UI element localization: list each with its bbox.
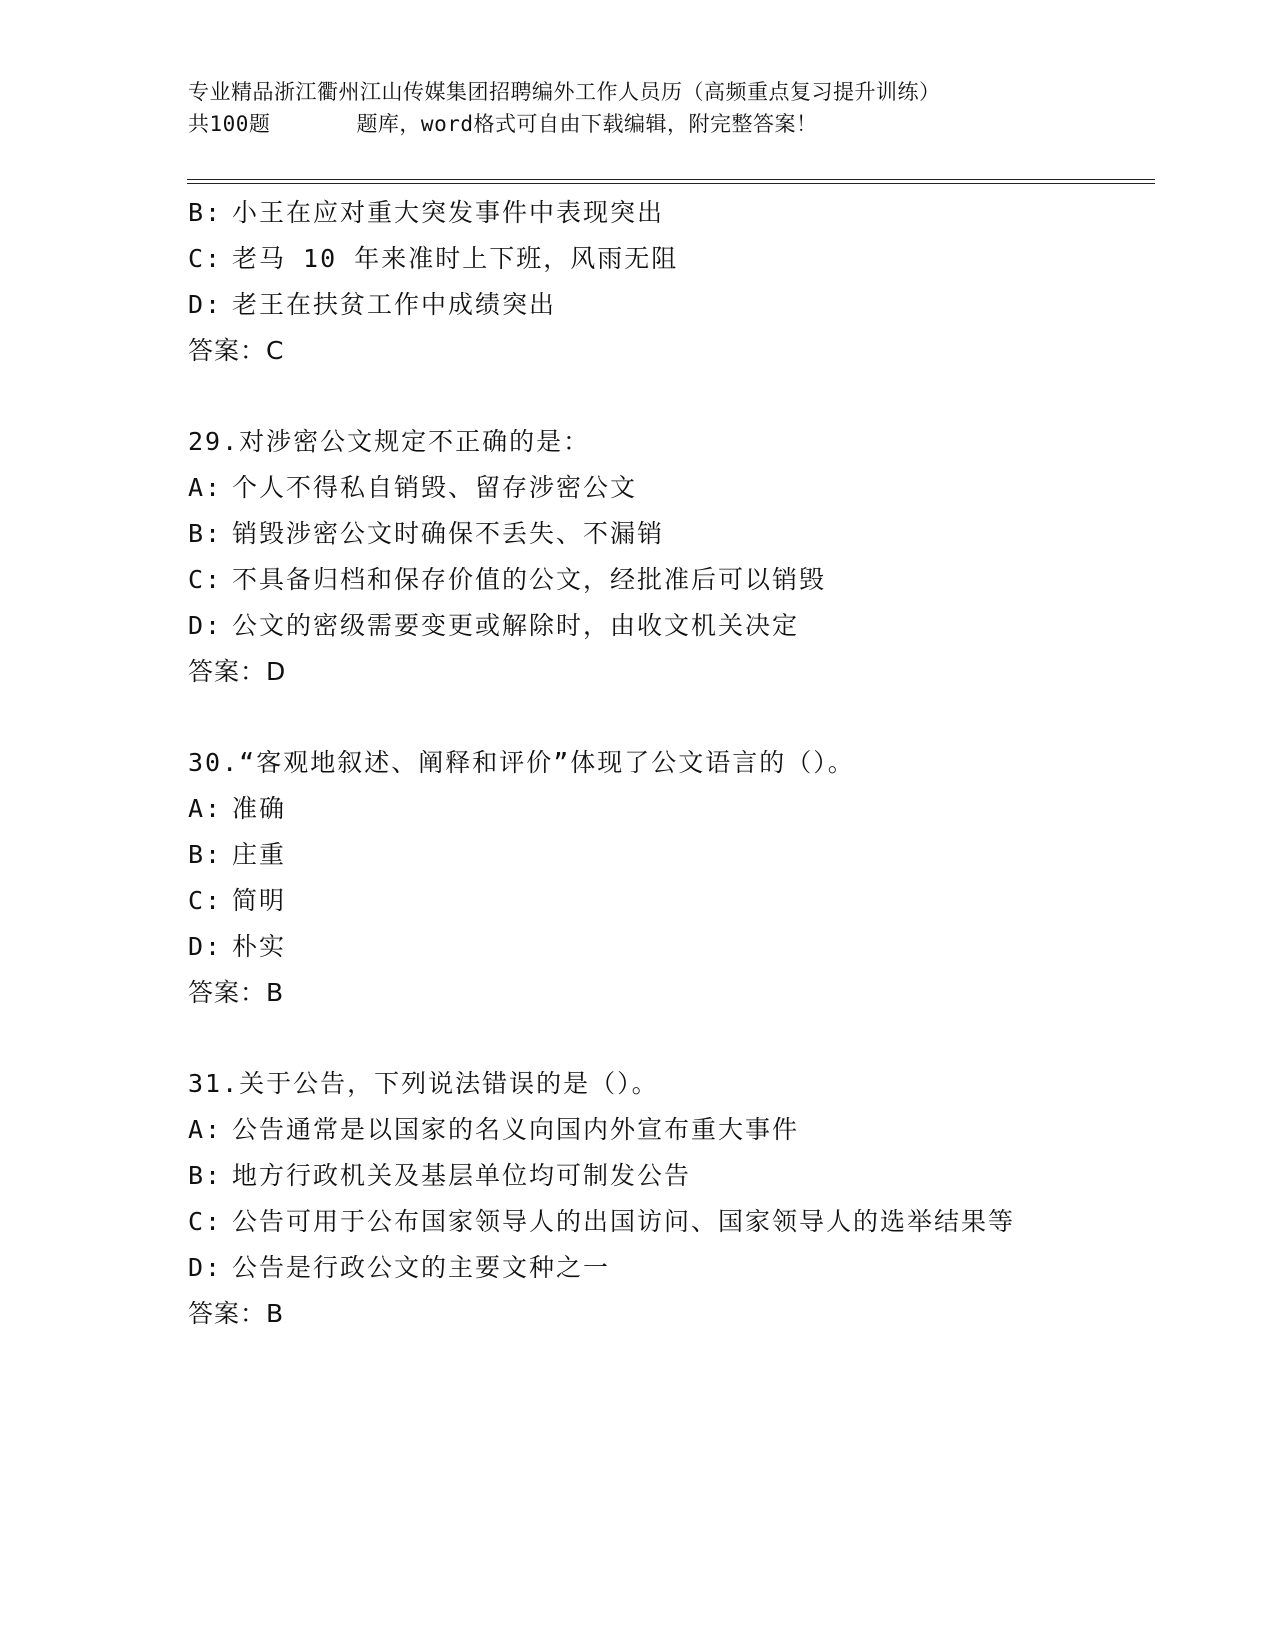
option-b: B: 庄重	[188, 840, 287, 869]
header-note: 题库，word格式可自由下载编辑，附完整答案！	[356, 112, 818, 136]
option-a: A: 准确	[188, 794, 287, 823]
option-b: B: 小王在应对重大突发事件中表现突出	[188, 198, 665, 227]
question-count: 共100题	[188, 112, 271, 136]
question-list	[188, 190, 1148, 1337]
option-d: D: 公告是行政公文的主要文种之一	[188, 1253, 611, 1282]
option-a: A: 公告通常是以国家的名义向国内外宣布重大事件	[188, 1115, 800, 1144]
answer: 答案：B	[188, 1299, 285, 1328]
option-b: B: 销毁涉密公文时确保不丢失、不漏销	[188, 519, 665, 548]
option-c: C: 公告可用于公布国家领导人的出国访问、国家领导人的选举结果等	[188, 1207, 1016, 1236]
option-d: D: 朴实	[188, 932, 287, 961]
option-a: A: 个人不得私自销毁、留存涉密公文	[188, 473, 638, 502]
option-d: D: 老王在扶贫工作中成绩突出	[188, 290, 557, 319]
answer: 答案：B	[188, 978, 285, 1007]
option-c: C: 老马 10 年来准时上下班，风雨无阻	[188, 244, 679, 273]
document-header	[188, 76, 1138, 140]
question-29	[188, 419, 1148, 695]
question-30	[188, 740, 1148, 1016]
header-rule-bottom	[187, 183, 1155, 184]
question-31	[188, 1061, 1148, 1337]
option-c: C: 不具备归档和保存价值的公文，经批准后可以销毁	[188, 565, 827, 594]
question-stem: 30.“客观地叙述、阐释和评价”体现了公文语言的（）。	[188, 748, 855, 777]
question-stem: 29.对涉密公文规定不正确的是：	[188, 427, 591, 456]
option-b: B: 地方行政机关及基层单位均可制发公告	[188, 1161, 692, 1190]
question-stem: 31.关于公告，下列说法错误的是（）。	[188, 1069, 659, 1098]
answer: 答案：D	[188, 657, 287, 686]
header-subtitle	[188, 108, 1138, 140]
answer: 答案：C	[188, 336, 285, 365]
header-rule-top	[187, 179, 1155, 180]
header-title: 专业精品浙江衢州江山传媒集团招聘编外工作人员历（高频重点复习提升训练）	[188, 80, 941, 104]
option-c: C: 简明	[188, 886, 287, 915]
option-d: D: 公文的密级需要变更或解除时，由收文机关决定	[188, 611, 800, 640]
question-28-continued	[188, 190, 1148, 374]
